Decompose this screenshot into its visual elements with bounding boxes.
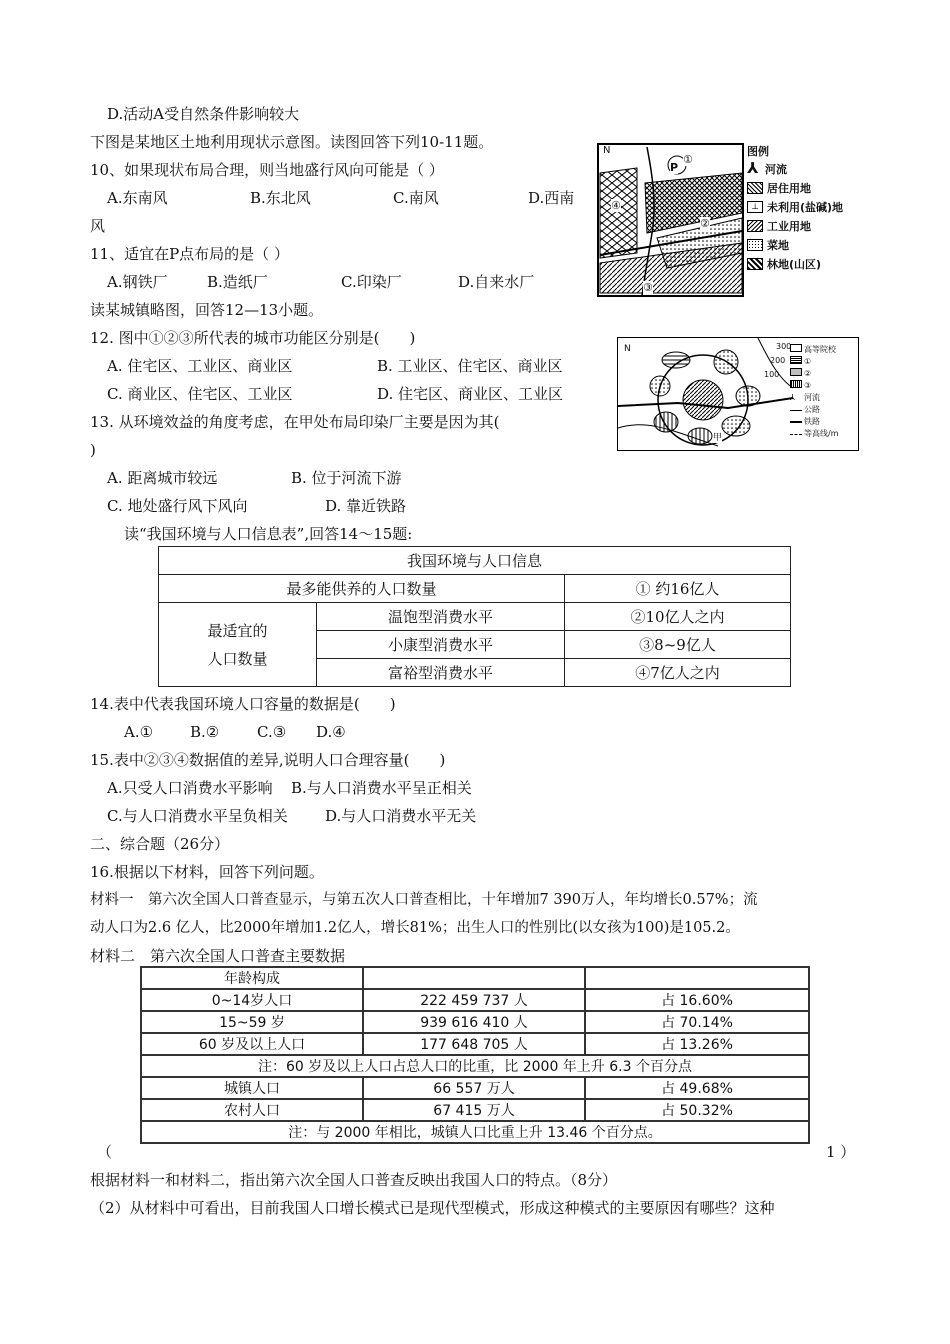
table1-max-label: 最多能供养的人口数量 — [159, 575, 565, 603]
q14-option-c: C.③ — [257, 723, 287, 741]
map2-contour-100: 100 — [764, 370, 780, 379]
q15-option-b: B.与人口消费水平呈正相关 — [291, 779, 472, 797]
map1-label-1: ① — [683, 153, 693, 166]
intro-12-13: 读某城镇略图，回答12—13小题。 — [90, 301, 324, 319]
question-16: 16.根据以下材料，回答下列问题。 — [90, 863, 324, 881]
question-11: 11、适宜在P点布局的是（ ） — [90, 245, 289, 263]
table1-max-value: ① 约16亿人 — [565, 575, 791, 603]
question-10: 10、如果现状布局合理，则当地盛行风向可能是（ ） — [90, 161, 444, 179]
legend-label: 等高线/m — [804, 429, 839, 438]
legend-label: ② — [804, 369, 812, 378]
table1-value: ③8~9亿人 — [565, 631, 791, 659]
legend-label: 高等院校 — [804, 345, 836, 354]
q15-option-a: A.只受人口消费水平影响 — [107, 779, 273, 797]
census-cell: 60 岁及以上人口 — [141, 1033, 363, 1055]
question-15: 15.表中②③④数据值的差异,说明人口合理容量( ) — [90, 751, 446, 769]
legend-label: 河流 — [765, 163, 787, 176]
table1-opt-label-2: 人口数量 — [207, 649, 268, 668]
map2-jia: 甲 — [713, 430, 722, 443]
legend-item — [747, 159, 843, 178]
legend-item — [790, 404, 839, 416]
census-cell: 占 49.68% — [585, 1077, 809, 1099]
q11-option-c: C.印染厂 — [341, 273, 402, 291]
river-icon: ⅄ — [790, 393, 795, 402]
legend-label: ① — [804, 357, 812, 366]
legend-label: 河流 — [804, 393, 820, 402]
q11-option-b: B.造纸厂 — [207, 273, 268, 291]
material-1-line-2: 动人口为2.6 亿人，比2000年增加1.2亿人，增长81%；出生人口的性别比(以女孩为100)是105.2。 — [90, 920, 740, 936]
census-cell: 15~59 岁 — [141, 1011, 363, 1033]
residential-swatch-icon — [747, 182, 763, 194]
census-header: 年龄构成 — [141, 967, 363, 989]
legend-item — [747, 216, 843, 235]
census-cell: 67 415 万人 — [363, 1099, 585, 1121]
legend-item — [790, 380, 839, 392]
q15-option-c: C.与人口消费水平呈负相关 — [107, 807, 288, 825]
q12-option-b: B. 工业区、住宅区、商业区 — [377, 357, 563, 375]
legend-label: 林地(山区) — [767, 258, 822, 271]
q10-option-d-cont: 风 — [90, 217, 106, 235]
census-cell: 占 70.14% — [585, 1011, 809, 1033]
map2-contour-200: 200 — [770, 356, 786, 365]
town-map — [617, 337, 859, 451]
q10-option-d: D.西南 — [528, 189, 575, 207]
table1-level: 温饱型消费水平 — [317, 603, 565, 631]
census-cell: 占 50.32% — [585, 1099, 809, 1121]
intro-10-11: 下图是某地区土地利用现状示意图。读图回答下列10-11题。 — [90, 133, 494, 151]
legend-label: 工业用地 — [767, 220, 811, 233]
paren-left: （ — [97, 1143, 113, 1161]
q12-option-c: C. 商业区、住宅区、工业区 — [107, 385, 293, 403]
census-cell: 939 616 410 人 — [363, 1011, 585, 1033]
legend-item — [790, 368, 839, 380]
river-icon: ⅄ — [747, 159, 759, 177]
legend-item — [747, 254, 843, 273]
map1-legend — [747, 159, 843, 273]
legend-label: 铁路 — [804, 417, 820, 426]
table1-level: 富裕型消费水平 — [317, 659, 565, 687]
section-2-heading: 二、综合题（26分） — [90, 835, 230, 853]
q10-option-c: C.南风 — [393, 189, 439, 207]
legend-item — [790, 356, 839, 368]
population-info-table — [158, 546, 791, 687]
census-cell: 占 16.60% — [585, 989, 809, 1011]
saline-swatch-icon: ⊥ — [747, 201, 763, 213]
industrial-swatch-icon — [747, 220, 763, 232]
map1-label-2: ② — [700, 217, 710, 230]
q10-option-b: B.东北风 — [250, 189, 311, 207]
sub-question-1: 根据材料一和材料二，指出第六次全国人口普查反映出我国人口的特点。（8分） — [90, 1171, 618, 1189]
legend-item — [747, 178, 843, 197]
legend-label: 未利用(盐碱)地 — [767, 201, 844, 214]
legend-item — [790, 392, 839, 404]
material-2-title: 材料二 第六次全国人口普查主要数据 — [90, 947, 346, 965]
road-icon — [790, 410, 802, 411]
table1-title: 我国环境与人口信息 — [159, 547, 791, 575]
q11-option-d: D.自来水厂 — [458, 273, 535, 291]
census-note-1: 注：60 岁及以上人口占总人口的比重，比 2000 年上升 6.3 个百分点 — [141, 1055, 809, 1077]
census-header-empty — [363, 967, 585, 989]
q10-option-a: A.东南风 — [107, 189, 168, 207]
map1-label-3: ③ — [643, 281, 653, 294]
q15-option-d: D.与人口消费水平无关 — [325, 807, 477, 825]
census-table — [140, 966, 810, 1144]
q14-option-d: D.④ — [316, 723, 346, 741]
census-table-wrap — [140, 966, 810, 1141]
sub-question-2: （2）从材料中可看出，目前我国人口增长模式已是现代型模式，形成这种模式的主要原因有哪些？这种 — [90, 1199, 775, 1217]
q13-option-d: D. 靠近铁路 — [325, 497, 407, 515]
census-cell: 177 648 705 人 — [363, 1033, 585, 1055]
legend-item — [747, 197, 843, 216]
q14-option-a: A.① — [124, 723, 154, 741]
contour-icon — [790, 434, 802, 435]
map2-legend — [790, 344, 839, 440]
legend-label: 菜地 — [767, 239, 789, 252]
zone-2-swatch-icon — [790, 368, 802, 376]
zone-1-swatch-icon — [790, 356, 802, 364]
census-cell: 占 13.26% — [585, 1033, 809, 1055]
census-cell: 0~14岁人口 — [141, 989, 363, 1011]
question-12: 12. 图中①②③所代表的城市功能区分别是( ) — [90, 329, 416, 347]
legend-label: 公路 — [804, 405, 820, 414]
census-cell: 66 557 万人 — [363, 1077, 585, 1099]
railway-icon — [790, 421, 802, 423]
table1-opt-label-1: 最适宜的 — [207, 621, 268, 640]
census-cell: 城镇人口 — [141, 1077, 363, 1099]
legend-item — [790, 416, 839, 428]
q11-option-a: A.钢铁厂 — [107, 273, 168, 291]
census-header-empty — [585, 967, 809, 989]
legend-item — [790, 428, 839, 440]
census-cell: 222 459 737 人 — [363, 989, 585, 1011]
q12-option-d: D. 住宅区、商业区、工业区 — [377, 385, 564, 403]
table1-value: ④7亿人之内 — [565, 659, 791, 687]
q13-option-a: A. 距离城市较远 — [107, 469, 218, 487]
zone-3-swatch-icon — [790, 380, 802, 388]
intro-14-15: 读“我国环境与人口信息表”,回答14～15题: — [124, 525, 413, 543]
q13-option-b: B. 位于河流下游 — [291, 469, 402, 487]
legend-label: ③ — [804, 381, 812, 390]
question-14: 14.表中代表我国环境人口容量的数据是( ) — [90, 695, 396, 713]
forest-swatch-icon — [747, 258, 763, 270]
table1-opt-label — [159, 603, 317, 687]
map1-label-4: ④ — [611, 199, 621, 212]
college-swatch-icon — [790, 344, 802, 352]
legend-item — [790, 344, 839, 356]
census-note-2: 注：与 2000 年相比，城镇人口比重上升 13.46 个百分点。 — [141, 1121, 809, 1143]
table1-level: 小康型消费水平 — [317, 631, 565, 659]
table1-value: ②10亿人之内 — [565, 603, 791, 631]
census-cell: 农村人口 — [141, 1099, 363, 1121]
map1-legend-title: 图例 — [747, 145, 769, 158]
land-use-map — [597, 143, 855, 301]
map1-north: N — [603, 145, 611, 156]
question-13: 13. 从环境效益的角度考虑，在甲处布局印染厂主要是因为其( — [90, 413, 500, 431]
vegetable-swatch-icon — [747, 239, 763, 251]
paren-right: 1 ） — [826, 1143, 856, 1161]
q12-option-a: A. 住宅区、工业区、商业区 — [107, 357, 293, 375]
q13-option-c: C. 地处盛行风下风向 — [107, 497, 248, 515]
map2-contour-300: 300 — [776, 342, 792, 351]
town-map-drawing — [618, 338, 793, 448]
material-1-line-1: 材料一 第六次全国人口普查显示，与第五次人口普查相比，十年增加7 390万人，年均增长0.57%；流 — [90, 892, 758, 908]
question-13-cont: ) — [90, 441, 96, 459]
q14-option-b: B.② — [190, 723, 220, 741]
map2-north: N — [624, 344, 631, 354]
legend-item — [747, 235, 843, 254]
map1-label-p: P — [670, 161, 679, 174]
q9-option-d: D.活动A受自然条件影响较大 — [107, 105, 300, 123]
legend-label: 居住用地 — [767, 182, 811, 195]
